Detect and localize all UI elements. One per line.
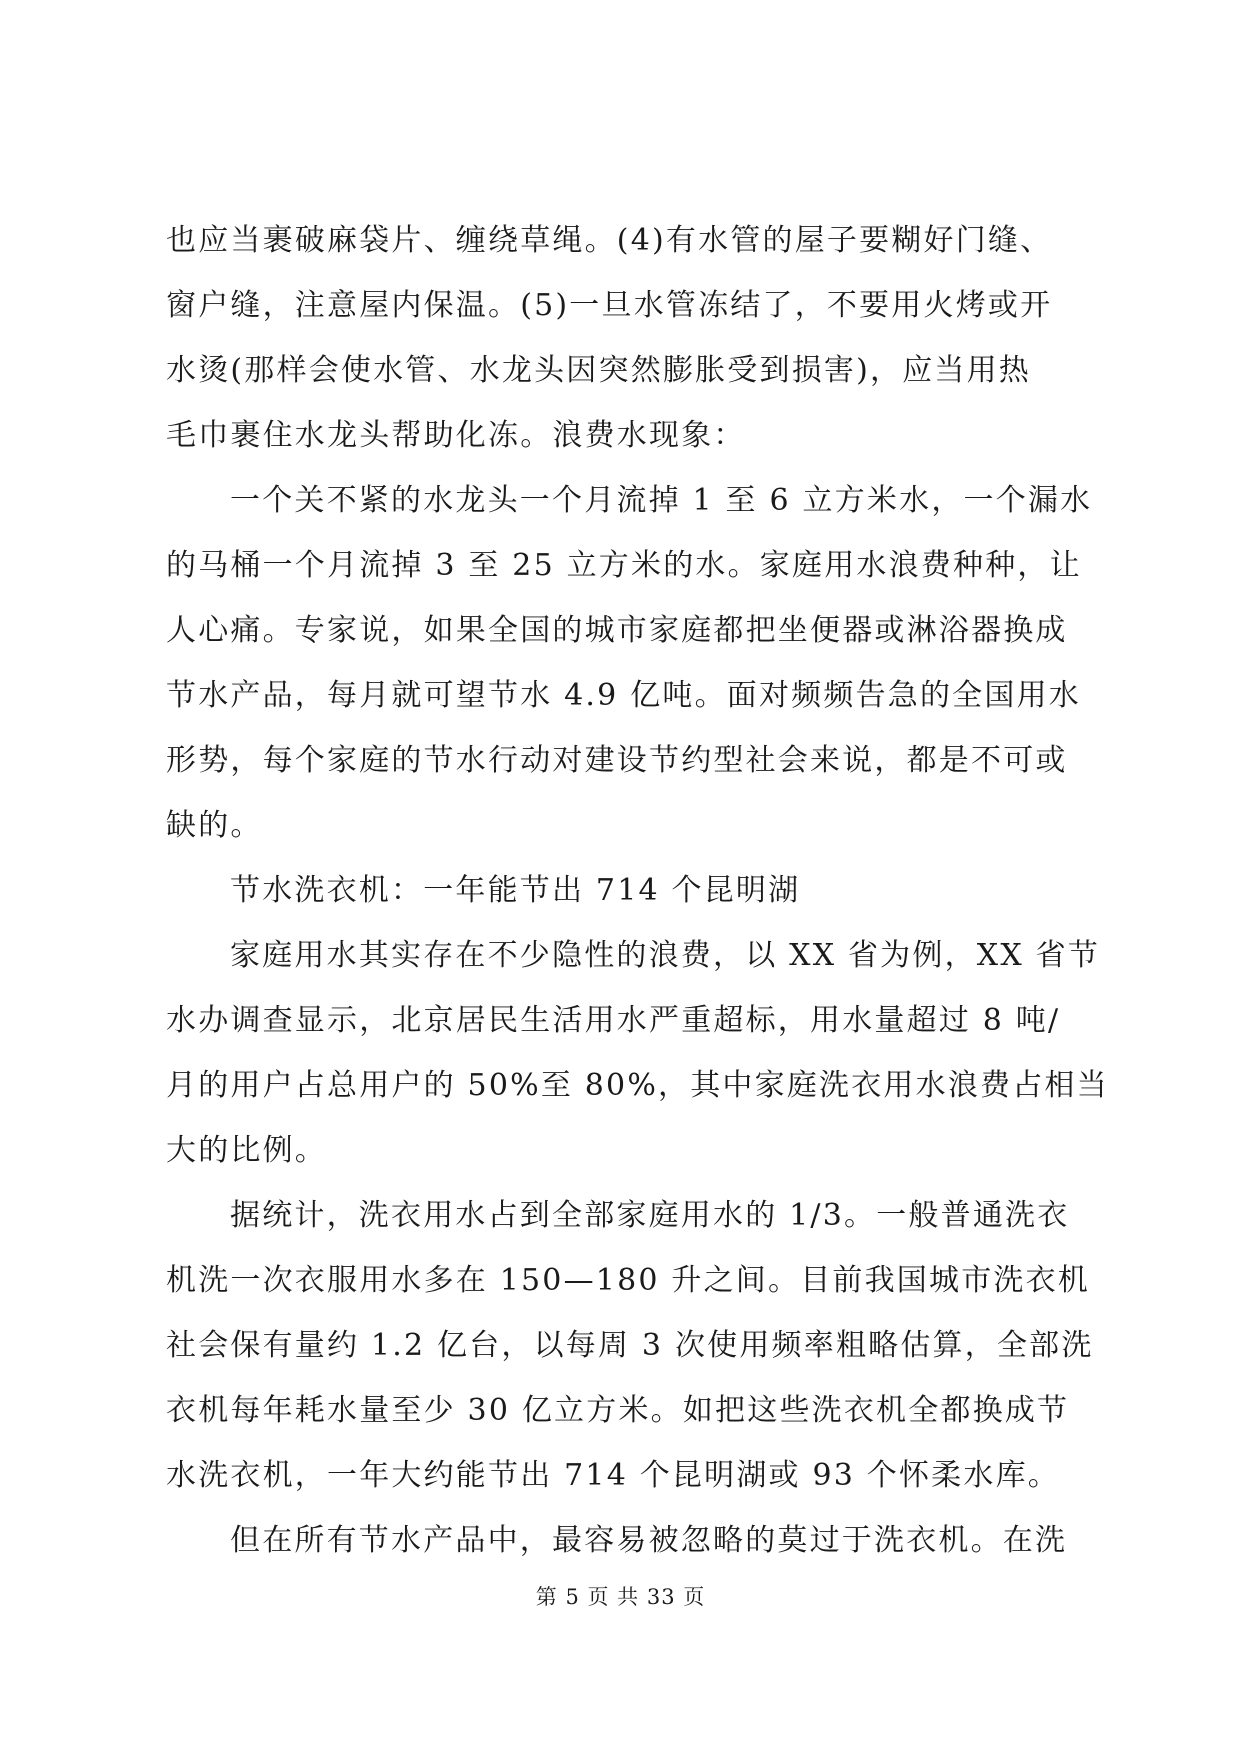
text-line: 大的比例。	[166, 1133, 327, 1168]
text-line: 月的用户占总用户的 50%至 80%，其中家庭洗衣用水浪费占相当	[166, 1068, 1109, 1103]
text-line: 的马桶一个月流掉 3 至 25 立方米的水。家庭用水浪费种种，让	[166, 548, 1082, 583]
text-line: 毛巾裹住水龙头帮助化冻。浪费水现象：	[166, 418, 746, 453]
page-footer	[0, 1582, 1241, 1612]
document-body	[166, 208, 1109, 1573]
text-line: 机洗一次衣服用水多在 150—180 升之间。目前我国城市洗衣机	[166, 1263, 1090, 1298]
text-line: 窗户缝，注意屋内保温。(5)一旦水管冻结了，不要用火烤或开	[166, 288, 1053, 323]
text-line: 节水产品，每月就可望节水 4.9 亿吨。面对频频告急的全国用水	[166, 678, 1081, 713]
text-line: 水洗衣机，一年大约能节出 714 个昆明湖或 93 个怀柔水库。	[166, 1458, 1060, 1493]
text-line: 社会保有量约 1.2 亿台，以每周 3 次使用频率粗略估算，全部洗	[166, 1328, 1094, 1363]
paragraph-first-line: 一个关不紧的水龙头一个月流掉 1 至 6 立方米水，一个漏水	[230, 483, 1093, 518]
paragraph-first-line: 据统计，洗衣用水占到全部家庭用水的 1/3。一般普通洗衣	[230, 1198, 1070, 1233]
text-line: 水烫(那样会使水管、水龙头因突然膨胀受到损害)，应当用热	[166, 353, 1032, 388]
text-line: 缺的。	[166, 808, 263, 843]
paragraph-first-line: 家庭用水其实存在不少隐性的浪费，以 XX 省为例，XX 省节	[230, 938, 1101, 973]
text-line: 形势，每个家庭的节水行动对建设节约型社会来说，都是不可或	[166, 743, 1068, 778]
page-number-label: 第 5 页 共 33 页	[535, 1585, 706, 1609]
text-line: 也应当裹破麻袋片、缠绕草绳。(4)有水管的屋子要糊好门缝、	[166, 223, 1053, 258]
text-line: 人心痛。专家说，如果全国的城市家庭都把坐便器或淋浴器换成	[166, 613, 1068, 648]
section-heading: 节水洗衣机：一年能节出 714 个昆明湖	[230, 873, 801, 908]
text-line: 水办调查显示，北京居民生活用水严重超标，用水量超过 8 吨/	[166, 1003, 1061, 1038]
text-line: 衣机每年耗水量至少 30 亿立方米。如把这些洗衣机全都换成节	[166, 1393, 1070, 1428]
paragraph-first-line: 但在所有节水产品中，最容易被忽略的莫过于洗衣机。在洗	[230, 1523, 1068, 1558]
